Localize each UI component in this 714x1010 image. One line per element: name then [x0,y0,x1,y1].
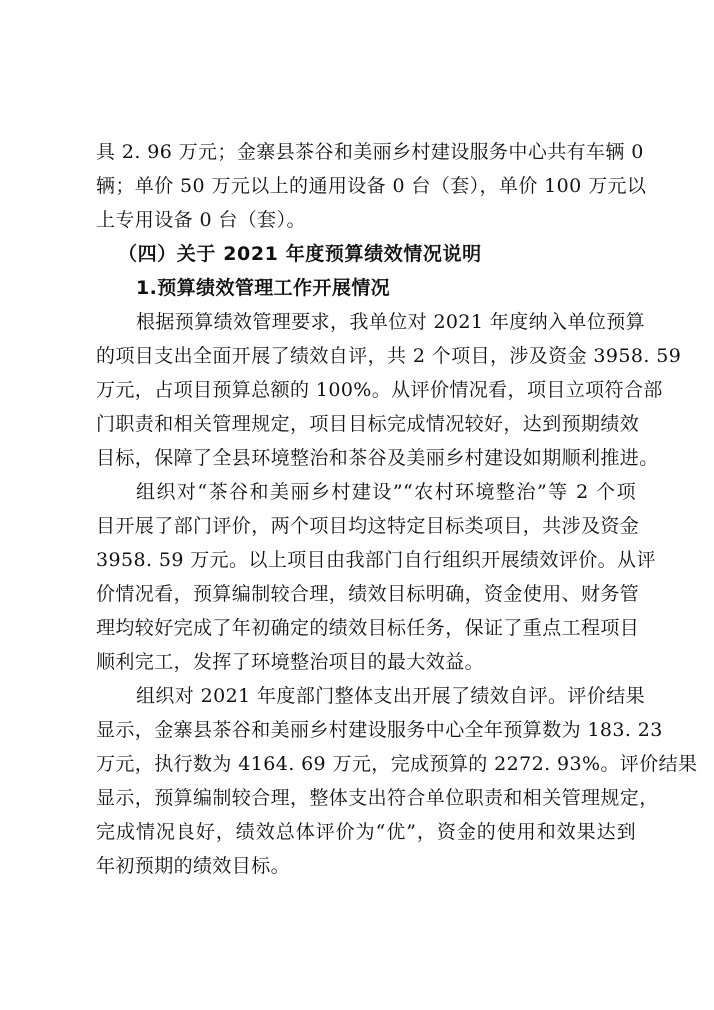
body-text-line: 目标，保障了全县环境整治和茶谷及美丽乡村建设如期顺利推进。 [96,447,659,469]
body-text-line: 顺利完工，发挥了环境整治项目的最大效益。 [96,651,485,673]
sub-heading: 1.预算绩效管理工作开展情况 [136,277,391,299]
body-text-line: 价情况看，预算编制较合理，绩效目标明确，资金使用、财务管 [96,583,640,605]
body-text-line: 显示，金寨县茶谷和美丽乡村建设服务中心全年预算数为 183. 23 [96,719,663,741]
body-text-line: 门职责和相关管理规定，项目目标完成情况较好，达到预期绩效 [96,413,640,435]
body-text-line: 万元，执行数为 4164. 69 万元，完成预算的 2272. 93%。评价结果 [96,753,698,775]
body-text-line: 具 2. 96 万元；金寨县茶谷和美丽乡村建设服务中心共有车辆 0 [96,141,644,163]
section-heading: （四）关于 2021 年度预算绩效情况说明 [118,243,482,265]
body-text-line: 3958. 59 万元。以上项目由我部门自行组织开展绩效评价。从评 [96,549,656,571]
body-text-line: 上专用设备 0 台（套）。 [96,209,306,231]
body-text-line: 完成情况良好，绩效总体评价为“优”，资金的使用和效果达到 [96,821,636,843]
body-text-line: 显示，预算编制较合理，整体支出符合单位职责和相关管理规定， [96,787,659,809]
body-text-line: 辆；单价 50 万元以上的通用设备 0 台（套），单价 100 万元以 [96,175,647,197]
body-text-line: 根据预算绩效管理要求，我单位对 2021 年度纳入单位预算 [136,311,646,333]
body-text-line: 理均较好完成了年初确定的绩效目标任务，保证了重点工程项目 [96,617,640,639]
body-text-line: 组织对“茶谷和美丽乡村建设”“农村环境整治”等 2 个项 [136,481,636,503]
body-text-line: 年初预期的绩效目标。 [96,855,291,877]
body-text-line: 万元，占项目预算总额的 100%。从评价情况看，项目立项符合部 [96,379,663,401]
body-text-line: 的项目支出全面开展了绩效自评，共 2 个项目，涉及资金 3958. 59 [96,345,682,367]
body-text-line: 组织对 2021 年度部门整体支出开展了绩效自评。评价结果 [136,685,646,707]
body-text-line: 目开展了部门评价，两个项目均这特定目标类项目，共涉及资金 [96,515,640,537]
